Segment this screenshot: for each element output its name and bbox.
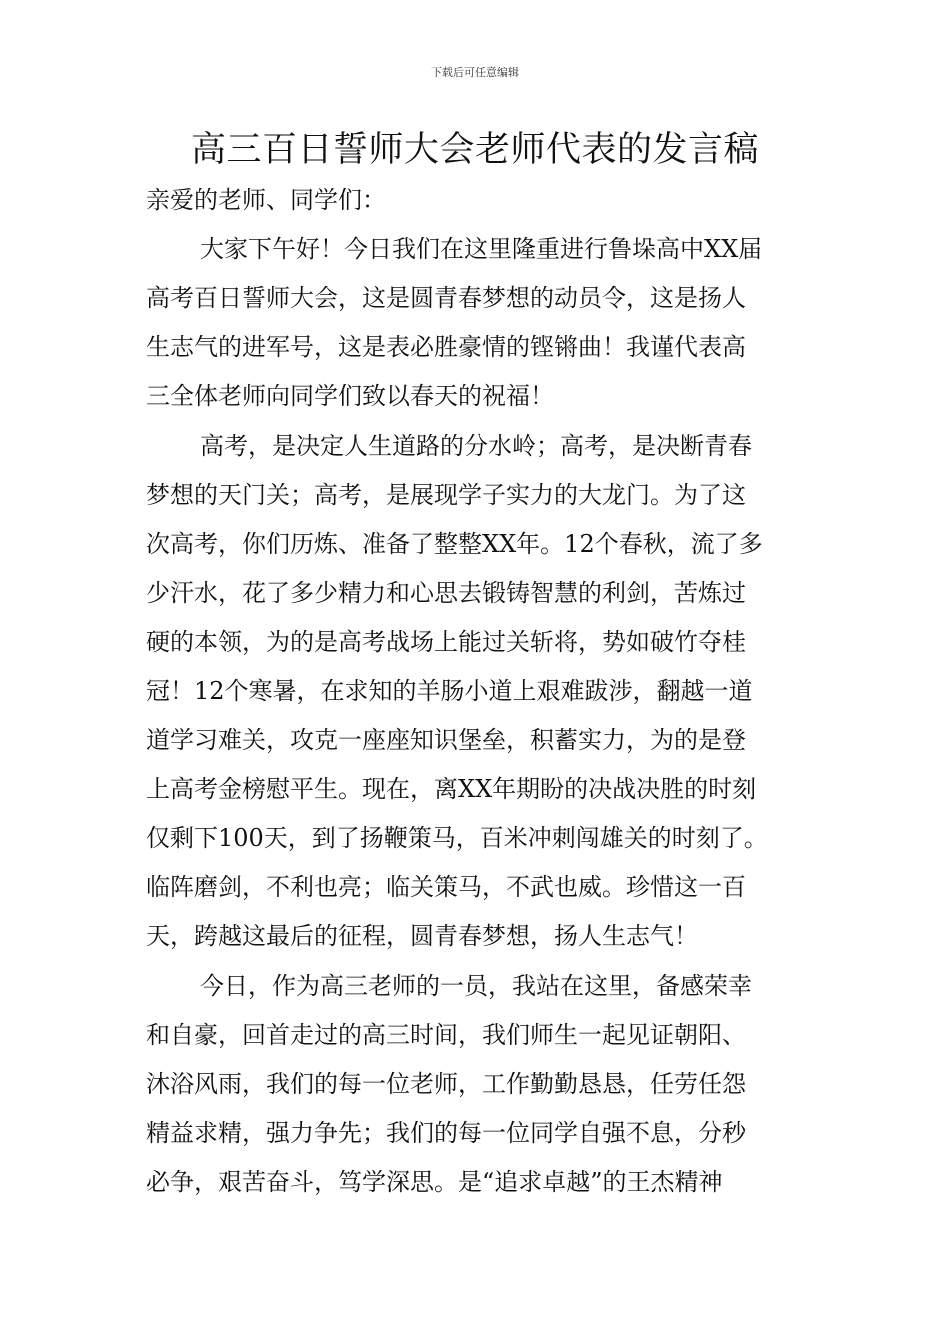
document-body <box>146 176 810 1207</box>
salutation: 亲爱的老师、同学们： <box>146 186 386 214</box>
paragraph-line: 仅剩下100天，到了扬鞭策马，百米冲刺闯雄关的时刻了。 <box>146 824 768 852</box>
paragraph-2 <box>146 422 810 961</box>
paragraph-line: 沐浴风雨，我们的每一位老师，工作勤勤恳恳，任劳任怨 <box>146 1070 746 1098</box>
paragraph-line: 高考百日誓师大会，这是圆青春梦想的动员令，这是扬人 <box>146 284 746 312</box>
paragraph-line: 必争，艰苦奋斗，笃学深思。是“追求卓越”的王杰精神 <box>146 1168 723 1196</box>
paragraph-line: 三全体老师向同学们致以春天的祝福！ <box>146 382 554 410</box>
header-note: 下载后可任意编辑 <box>431 66 519 79</box>
paragraph-1 <box>146 225 810 421</box>
paragraph-line: 硬的本领，为的是高考战场上能过关斩将，势如破竹夺桂 <box>146 628 746 656</box>
paragraph-line: 少汗水，花了多少精力和心思去锻铸智慧的利剑，苦炼过 <box>146 579 746 607</box>
paragraph-line: 冠！12个寒暑，在求知的羊肠小道上艰难跋涉，翻越一道 <box>146 677 753 705</box>
paragraph-line: 和自豪，回首走过的高三时间，我们师生一起见证朝阳、 <box>146 1021 746 1049</box>
paragraph-line: 梦想的天门关；高考，是展现学子实力的大龙门。为了这 <box>146 481 746 509</box>
paragraph-3 <box>146 962 810 1207</box>
paragraph-line: 高考，是决定人生道路的分水岭；高考，是决断青春 <box>200 432 752 460</box>
paragraph-line: 道学习难关，攻克一座座知识堡垒，积蓄实力，为的是登 <box>146 726 746 754</box>
paragraph-line: 生志气的进军号，这是表必胜豪情的铿锵曲！我谨代表高 <box>146 333 746 361</box>
paragraph-line: 大家下午好！今日我们在这里隆重进行鲁垛高中XX届 <box>200 235 763 263</box>
paragraph-line: 精益求精，强力争先；我们的每一位同学自强不息，分秒 <box>146 1119 746 1147</box>
paragraph-line: 天，跨越这最后的征程，圆青春梦想，扬人生志气！ <box>146 922 698 950</box>
paragraph-line: 次高考，你们历炼、准备了整整XX年。12个春秋，流了多 <box>146 530 763 558</box>
paragraph-line: 上高考金榜慰平生。现在，离XX年期盼的决战决胜的时刻 <box>146 775 757 803</box>
paragraph-line: 临阵磨剑，不利也亮；临关策马，不武也威。珍惜这一百 <box>146 873 746 901</box>
paragraph-line: 今日，作为高三老师的一员，我站在这里，备感荣幸 <box>200 972 752 1000</box>
document-title: 高三百日誓师大会老师代表的发言稿 <box>190 130 759 170</box>
